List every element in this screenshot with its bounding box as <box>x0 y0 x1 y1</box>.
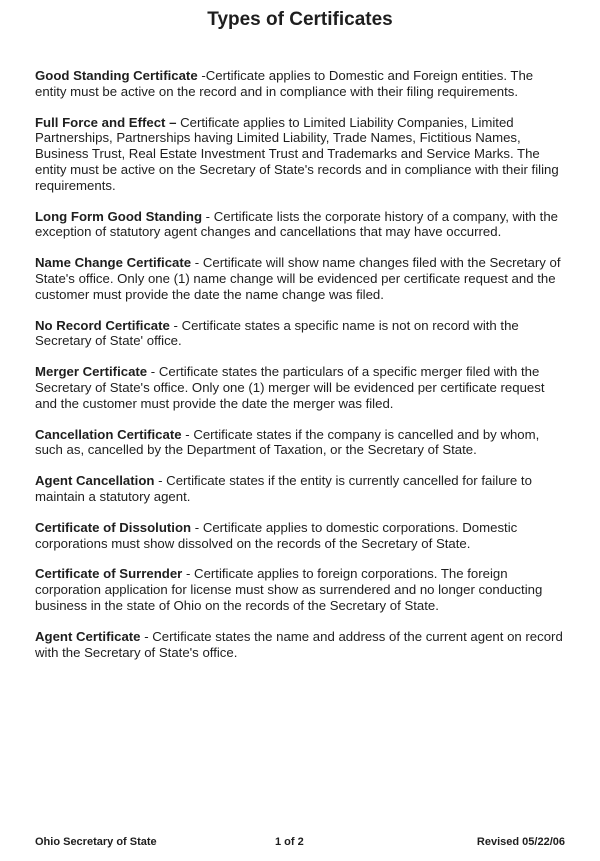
certificate-list <box>35 68 565 675</box>
entry-cancellation <box>35 427 565 459</box>
footer-revision-date: Revised 05/22/06 <box>476 836 565 848</box>
entry-name-change <box>35 255 565 302</box>
entry-term: Merger Certificate <box>35 364 148 380</box>
entry-separator: - <box>197 68 206 83</box>
entry-term: Certificate of Dissolution <box>35 519 192 535</box>
entry-agent-certificate <box>35 629 565 661</box>
entry-text: Certificate states if the entity is currently cancelled for failure to maintain a statutory agent. <box>35 473 532 504</box>
entry-full-force <box>35 115 565 194</box>
footer-issuer: Ohio Secretary of State <box>35 836 157 848</box>
entry-separator: - <box>182 566 195 582</box>
entry-text: Certificate will show name changes filed with the Secretary of State's office. Only one (1) name change will be evidenced per certificate request and the customer must provide the date the name change was filed. <box>35 255 561 302</box>
footer-page-number: 1 of 2 <box>275 836 304 848</box>
entry-agent-cancellation <box>35 473 565 505</box>
entry-separator: - <box>181 426 194 442</box>
entry-term: Good Standing Certificate <box>35 68 198 83</box>
entry-text: Certificate applies to Domestic and Foreign entities. The entity must be active on the record and in compliance with their filing requirements. <box>35 68 534 99</box>
entry-text: Certificate states the particulars of a specific merger filed with the Secretary of State's office. Only one (1) merger will be evidenced per certificate request and the customer must provide the date the merger was filed. <box>35 364 545 411</box>
entry-text: Certificate applies to foreign corporations. The foreign corporation application for license must show as surrendered and no longer conducting business in the state of Ohio on the records of the Secretary of State. <box>35 566 543 613</box>
entry-separator: - <box>169 317 182 333</box>
entry-good-standing <box>35 68 565 100</box>
entry-text: Certificate states the name and address of the current agent on record with the Secretary of State's office. <box>35 628 563 660</box>
entry-term: No Record Certificate <box>35 317 170 333</box>
entry-term: Long Form Good Standing <box>35 208 203 224</box>
entry-text: Certificate applies to Limited Liability Companies, Limited Partnerships, Partnerships having Limited Liability, Trade Names, Fictitious Names, Business Trust, Real Estate Investment Trust and Trademarks and Service Marks. The entity must be active on the Secretary of State's records and in compliance with their filing requirements. <box>35 114 559 193</box>
entry-term: Agent Cancellation <box>35 473 155 489</box>
entry-text: Certificate states a specific name is not on record with the Secretary of State' office. <box>35 317 519 349</box>
entry-term: Cancellation Certificate <box>35 426 182 442</box>
entry-term: Name Change Certificate <box>35 255 192 271</box>
entry-dissolution <box>35 520 565 552</box>
entry-term: Full Force and Effect – <box>35 114 177 130</box>
entry-no-record <box>35 318 565 350</box>
entry-separator: - <box>140 628 153 644</box>
page-title: Types of Certificates <box>207 9 393 30</box>
entry-separator: - <box>202 208 214 224</box>
entry-text: Certificate states if the company is cancelled and by whom, such as, cancelled by the Department of Taxation, or the Secretary of State. <box>35 426 540 458</box>
entry-long-form <box>35 209 565 241</box>
entry-merger <box>35 364 565 411</box>
entry-term: Certificate of Surrender <box>35 566 183 582</box>
entry-separator: - <box>154 473 167 489</box>
entry-text: Certificate lists the corporate history of a company, with the exception of statutory agent changes and cancellations that may have occurred. <box>35 208 558 240</box>
entry-text: Certificate applies to domestic corporations. Domestic corporations must show dissolved on the records of the Secretary of State. <box>35 519 518 551</box>
entry-surrender <box>35 566 565 613</box>
entry-term: Agent Certificate <box>35 628 141 644</box>
entry-separator: - <box>191 255 203 271</box>
entry-separator: - <box>147 364 159 380</box>
entry-separator: - <box>191 519 203 535</box>
